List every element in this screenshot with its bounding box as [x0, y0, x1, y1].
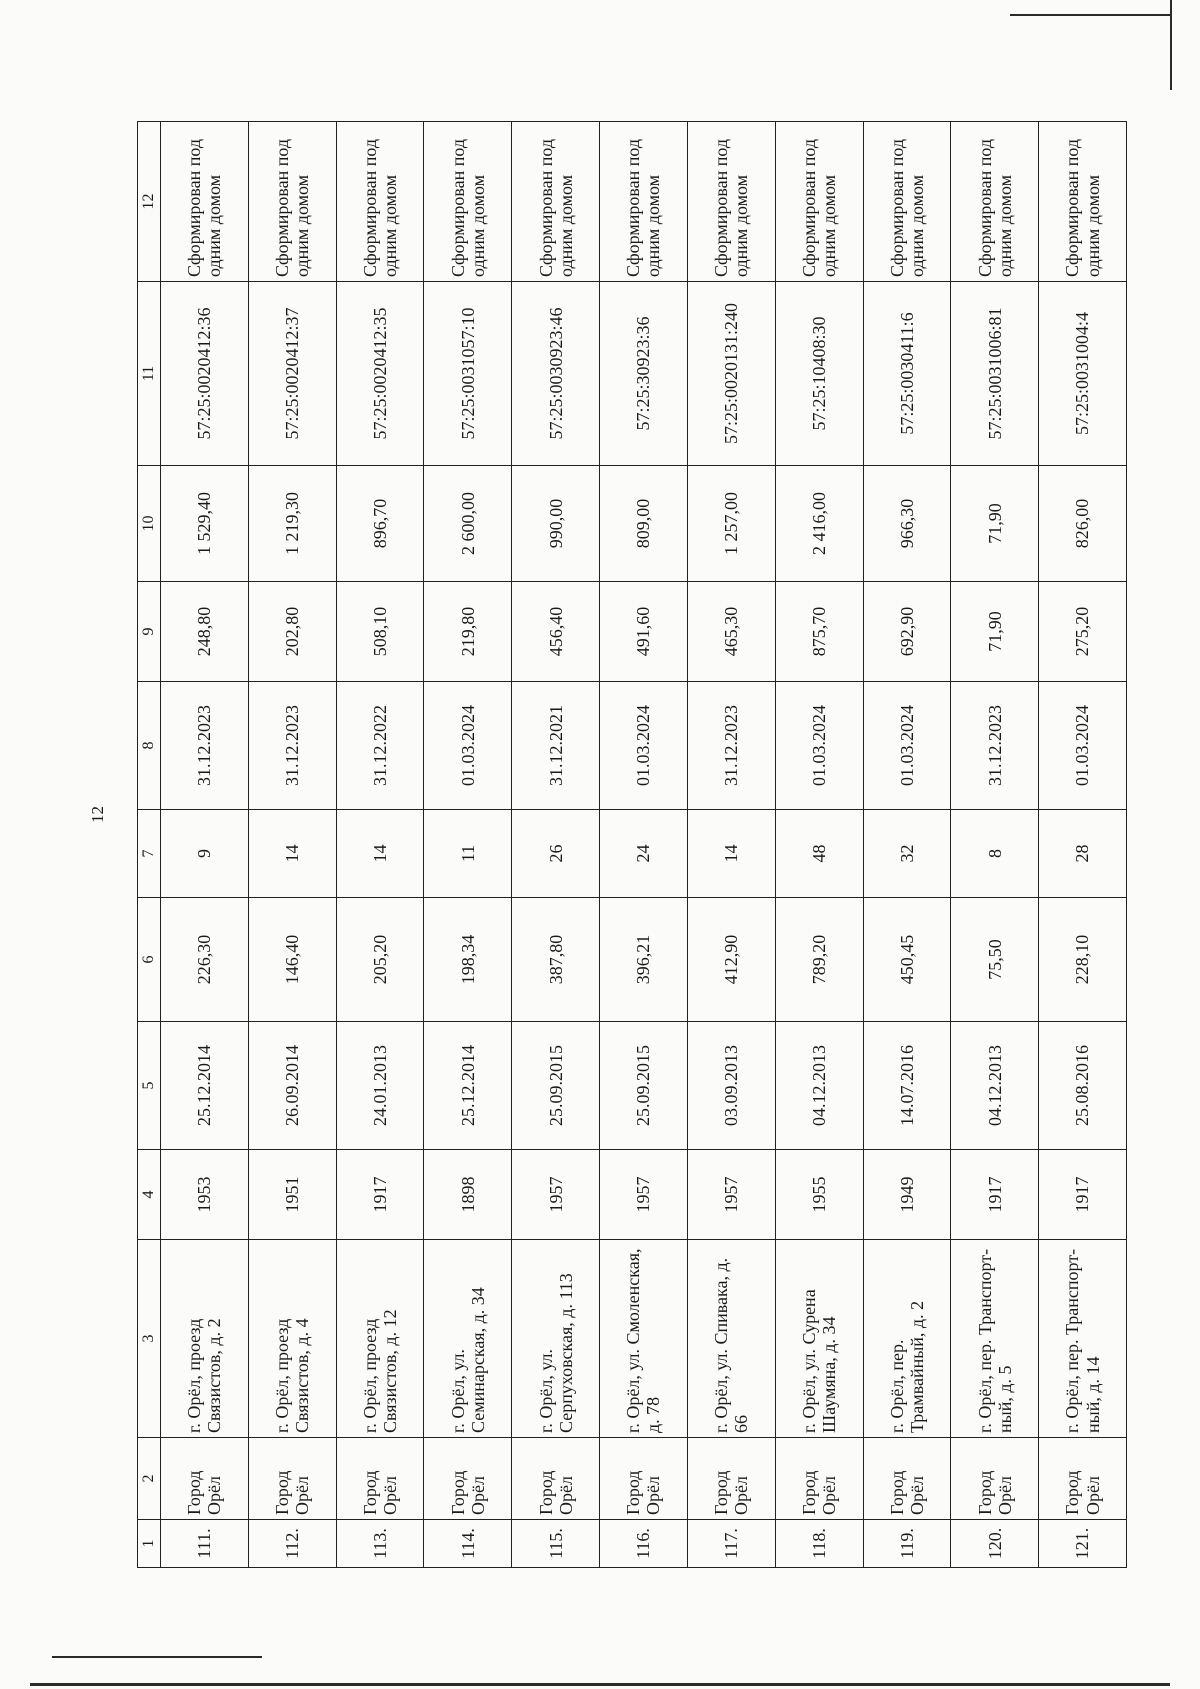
- address-cell: г. Орёл, ул. Серпуховская, д. 113: [512, 1240, 600, 1438]
- table-row: [1039, 122, 1127, 1568]
- city-cell: Город Орёл: [863, 1438, 951, 1520]
- registration-date-cell: 25.12.2014: [424, 1022, 512, 1150]
- year-cell: 1917: [336, 1150, 424, 1240]
- address-cell: г. Орёл, проезд Связистов, д. 4: [248, 1240, 336, 1438]
- row-number-cell: 114.: [424, 1520, 512, 1568]
- deadline-date-cell: 31.12.2023: [687, 682, 775, 810]
- cadastral-number-cell: 57:25:0030923:46: [512, 282, 600, 466]
- area-cell: 146,40: [248, 898, 336, 1022]
- area-cell: 450,45: [863, 898, 951, 1022]
- registration-date-cell: 04.12.2013: [775, 1022, 863, 1150]
- land-status-cell: Сформирован под одним домом: [775, 122, 863, 282]
- scan-bottom-left-line: [52, 1656, 262, 1658]
- year-cell: 1917: [951, 1150, 1039, 1240]
- row-number-cell: 119.: [863, 1520, 951, 1568]
- residents-count-cell: 32: [863, 810, 951, 898]
- address-cell: г. Орёл, ул. Смоленская, д. 78: [600, 1240, 688, 1438]
- table-row: [248, 122, 336, 1568]
- residents-count-cell: 14: [687, 810, 775, 898]
- table-row: [600, 122, 688, 1568]
- year-cell: 1957: [600, 1150, 688, 1240]
- area-total-cell: 508,10: [336, 582, 424, 682]
- residents-count-cell: 14: [248, 810, 336, 898]
- cadastral-number-cell: 57:25:0020412:37: [248, 282, 336, 466]
- land-status-cell: Сформирован под одним домом: [161, 122, 249, 282]
- residents-count-cell: 8: [951, 810, 1039, 898]
- scan-bottom-line: [30, 1683, 1170, 1686]
- city-cell: Город Орёл: [248, 1438, 336, 1520]
- cadastral-number-cell: 57:25:10408:30: [775, 282, 863, 466]
- land-status-cell: Сформирован под одним домом: [600, 122, 688, 282]
- table-row: [336, 122, 424, 1568]
- scan-right-line: [1170, 0, 1172, 90]
- residents-count-cell: 9: [161, 810, 249, 898]
- land-area-cell: 1 529,40: [161, 466, 249, 582]
- deadline-date-cell: 01.03.2024: [424, 682, 512, 810]
- column-header: 8: [138, 682, 161, 810]
- cadastral-number-cell: 57:25:0031004:4: [1039, 282, 1127, 466]
- address-cell: г. Орёл, ул. Спивака, д. 66: [687, 1240, 775, 1438]
- column-number-row: [138, 122, 161, 1568]
- land-area-cell: 809,00: [600, 466, 688, 582]
- row-number-cell: 117.: [687, 1520, 775, 1568]
- column-header: 6: [138, 898, 161, 1022]
- year-cell: 1917: [1039, 1150, 1127, 1240]
- column-header: 3: [138, 1240, 161, 1438]
- land-status-cell: Сформирован под одним домом: [863, 122, 951, 282]
- area-cell: 412,90: [687, 898, 775, 1022]
- address-cell: г. Орёл, проезд Связистов, д. 2: [161, 1240, 249, 1438]
- year-cell: 1949: [863, 1150, 951, 1240]
- table-row: [687, 122, 775, 1568]
- land-area-cell: 1 257,00: [687, 466, 775, 582]
- page-number: 12: [88, 806, 107, 823]
- table-row: [161, 122, 249, 1568]
- area-total-cell: 71,90: [951, 582, 1039, 682]
- deadline-date-cell: 01.03.2024: [863, 682, 951, 810]
- row-number-cell: 112.: [248, 1520, 336, 1568]
- land-status-cell: Сформирован под одним домом: [687, 122, 775, 282]
- year-cell: 1951: [248, 1150, 336, 1240]
- year-cell: 1953: [161, 1150, 249, 1240]
- column-header: 4: [138, 1150, 161, 1240]
- deadline-date-cell: 31.12.2023: [161, 682, 249, 810]
- area-cell: 789,20: [775, 898, 863, 1022]
- land-area-cell: 966,30: [863, 466, 951, 582]
- column-header: 11: [138, 282, 161, 466]
- residents-count-cell: 26: [512, 810, 600, 898]
- land-area-cell: 71,90: [951, 466, 1039, 582]
- area-cell: 396,21: [600, 898, 688, 1022]
- column-header: 5: [138, 1022, 161, 1150]
- table-row: [863, 122, 951, 1568]
- address-cell: г. Орёл, ул. Сурена Шаумяна, д. 34: [775, 1240, 863, 1438]
- column-header: 10: [138, 466, 161, 582]
- registration-date-cell: 04.12.2013: [951, 1022, 1039, 1150]
- table-row: [775, 122, 863, 1568]
- column-header: 7: [138, 810, 161, 898]
- registration-date-cell: 25.12.2014: [161, 1022, 249, 1150]
- land-area-cell: 896,70: [336, 466, 424, 582]
- deadline-date-cell: 31.12.2023: [951, 682, 1039, 810]
- year-cell: 1957: [512, 1150, 600, 1240]
- row-number-cell: 121.: [1039, 1520, 1127, 1568]
- address-cell: г. Орёл, пер. Транспорт-ный, д. 14: [1039, 1240, 1127, 1438]
- land-area-cell: 2 416,00: [775, 466, 863, 582]
- year-cell: 1898: [424, 1150, 512, 1240]
- registration-date-cell: 14.07.2016: [863, 1022, 951, 1150]
- city-cell: Город Орёл: [336, 1438, 424, 1520]
- cadastral-number-cell: 57:25:0031057:10: [424, 282, 512, 466]
- area-cell: 75,50: [951, 898, 1039, 1022]
- area-total-cell: 248,80: [161, 582, 249, 682]
- row-number-cell: 111.: [161, 1520, 249, 1568]
- address-cell: г. Орёл, пер. Транспорт-ный, д. 5: [951, 1240, 1039, 1438]
- column-header: 9: [138, 582, 161, 682]
- table-row: [424, 122, 512, 1568]
- area-cell: 228,10: [1039, 898, 1127, 1022]
- address-cell: г. Орёл, ул. Семинарская, д. 34: [424, 1240, 512, 1438]
- city-cell: Город Орёл: [775, 1438, 863, 1520]
- land-status-cell: Сформирован под одним домом: [336, 122, 424, 282]
- area-total-cell: 465,30: [687, 582, 775, 682]
- deadline-date-cell: 01.03.2024: [775, 682, 863, 810]
- scan-top-line: [1010, 14, 1170, 16]
- year-cell: 1957: [687, 1150, 775, 1240]
- row-number-cell: 118.: [775, 1520, 863, 1568]
- row-number-cell: 113.: [336, 1520, 424, 1568]
- cadastral-number-cell: 57:25:0030411:6: [863, 282, 951, 466]
- area-total-cell: 875,70: [775, 582, 863, 682]
- address-cell: г. Орёл, проезд Связистов, д. 12: [336, 1240, 424, 1438]
- cadastral-number-cell: 57:25:0020131:240: [687, 282, 775, 466]
- area-total-cell: 202,80: [248, 582, 336, 682]
- land-area-cell: 1 219,30: [248, 466, 336, 582]
- city-cell: Город Орёл: [1039, 1438, 1127, 1520]
- cadastral-number-cell: 57:25:30923:36: [600, 282, 688, 466]
- land-status-cell: Сформирован под одним домом: [1039, 122, 1127, 282]
- area-cell: 226,30: [161, 898, 249, 1022]
- residents-count-cell: 28: [1039, 810, 1127, 898]
- registration-date-cell: 26.09.2014: [248, 1022, 336, 1150]
- land-status-cell: Сформирован под одним домом: [512, 122, 600, 282]
- address-cell: г. Орёл, пер. Трамвайный, д. 2: [863, 1240, 951, 1438]
- cadastral-number-cell: 57:25:0020412:36: [161, 282, 249, 466]
- row-number-cell: 115.: [512, 1520, 600, 1568]
- deadline-date-cell: 01.03.2024: [600, 682, 688, 810]
- area-cell: 387,80: [512, 898, 600, 1022]
- city-cell: Город Орёл: [512, 1438, 600, 1520]
- area-cell: 205,20: [336, 898, 424, 1022]
- city-cell: Город Орёл: [161, 1438, 249, 1520]
- row-number-cell: 116.: [600, 1520, 688, 1568]
- column-header: 2: [138, 1438, 161, 1520]
- city-cell: Город Орёл: [687, 1438, 775, 1520]
- area-total-cell: 456,40: [512, 582, 600, 682]
- registration-date-cell: 25.08.2016: [1039, 1022, 1127, 1150]
- land-status-cell: Сформирован под одним домом: [424, 122, 512, 282]
- residents-count-cell: 11: [424, 810, 512, 898]
- land-status-cell: Сформирован под одним домом: [951, 122, 1039, 282]
- area-total-cell: 219,80: [424, 582, 512, 682]
- registration-date-cell: 03.09.2013: [687, 1022, 775, 1150]
- city-cell: Город Орёл: [424, 1438, 512, 1520]
- land-area-cell: 2 600,00: [424, 466, 512, 582]
- registration-date-cell: 25.09.2015: [600, 1022, 688, 1150]
- area-total-cell: 275,20: [1039, 582, 1127, 682]
- registration-date-cell: 25.09.2015: [512, 1022, 600, 1150]
- deadline-date-cell: 01.03.2024: [1039, 682, 1127, 810]
- cadastral-number-cell: 57:25:0031006:81: [951, 282, 1039, 466]
- land-status-cell: Сформирован под одним домом: [248, 122, 336, 282]
- residents-count-cell: 48: [775, 810, 863, 898]
- registration-date-cell: 24.01.2013: [336, 1022, 424, 1150]
- residents-count-cell: 24: [600, 810, 688, 898]
- cadastral-number-cell: 57:25:0020412:35: [336, 282, 424, 466]
- table-body: [161, 122, 1127, 1568]
- city-cell: Город Орёл: [600, 1438, 688, 1520]
- area-total-cell: 491,60: [600, 582, 688, 682]
- row-number-cell: 120.: [951, 1520, 1039, 1568]
- residents-count-cell: 14: [336, 810, 424, 898]
- area-total-cell: 692,90: [863, 582, 951, 682]
- table-row: [512, 122, 600, 1568]
- area-cell: 198,34: [424, 898, 512, 1022]
- deadline-date-cell: 31.12.2021: [512, 682, 600, 810]
- column-header: 1: [138, 1520, 161, 1568]
- housing-table: [137, 121, 1127, 1568]
- table-row: [951, 122, 1039, 1568]
- year-cell: 1955: [775, 1150, 863, 1240]
- deadline-date-cell: 31.12.2023: [248, 682, 336, 810]
- land-area-cell: 826,00: [1039, 466, 1127, 582]
- city-cell: Город Орёл: [951, 1438, 1039, 1520]
- deadline-date-cell: 31.12.2022: [336, 682, 424, 810]
- land-area-cell: 990,00: [512, 466, 600, 582]
- column-header: 12: [138, 122, 161, 282]
